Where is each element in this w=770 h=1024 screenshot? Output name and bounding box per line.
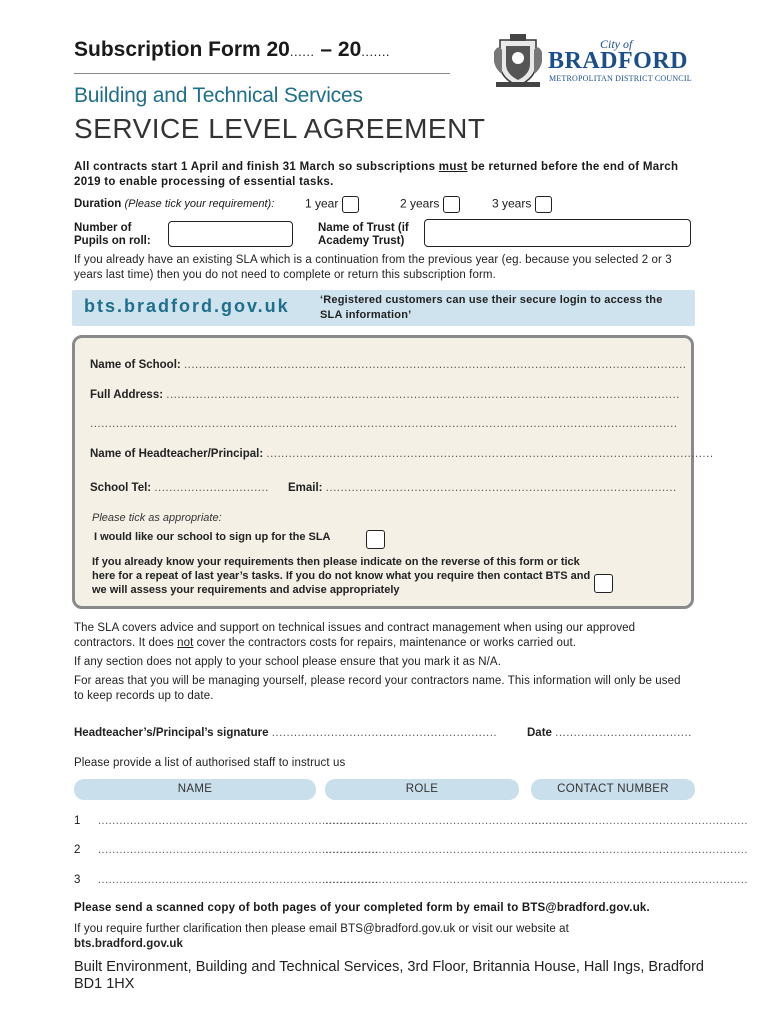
clarification-note: If you require further clarification then please email BTS@bradford.gov.uk or visit our website at bts.bradford.gov.uk xyxy=(74,923,569,950)
sign-up-checkbox[interactable] xyxy=(366,530,385,549)
staff-name-input[interactable]: ............................................................................... xyxy=(98,874,379,886)
repeat-tasks-checkbox[interactable] xyxy=(594,574,613,593)
column-header-contact: CONTACT NUMBER xyxy=(531,779,695,800)
address-line-2-field[interactable]: ............................................................................................................................................................... xyxy=(90,418,678,430)
column-header-role: ROLE xyxy=(325,779,519,800)
requirements-note: If you already know your requirements then please indicate on the reverse of this form or tick here for a repeat of last year’s tasks. If you do not know what you require then contact BTS and we will assess your requirements and advise appropriately xyxy=(92,556,591,596)
staff-contact-input[interactable]: ............................................................. xyxy=(531,874,748,886)
signature-field[interactable]: Headteacher’s/Principal’s signature ............................................................. xyxy=(74,727,498,739)
intro-text: All contracts start 1 April and finish 31 March so subscriptions must be returned before the end of March 2019 to enable processing of essential tasks. xyxy=(74,161,679,188)
date-field[interactable]: Date ..................................... xyxy=(527,727,692,739)
email-field[interactable]: Email: ............................................................................................... xyxy=(288,482,677,494)
staff-contact-input[interactable]: ............................................................. xyxy=(531,815,748,827)
staff-role-input[interactable]: ......................................................................... xyxy=(325,844,585,856)
full-address-field[interactable]: Full Address: ........................................................................................................................................... xyxy=(90,389,680,401)
duration-label: Duration (Please tick your requirement): xyxy=(74,198,275,210)
staff-row-number: 1 xyxy=(74,815,81,827)
clarification-url[interactable]: bts.bradford.gov.uk xyxy=(74,938,184,950)
send-instructions: Please send a scanned copy of both pages of your completed form by email to BTS@bradford.gov.uk. xyxy=(74,902,650,914)
column-header-name: NAME xyxy=(74,779,316,800)
duration-option-2-years[interactable]: 2 years xyxy=(400,196,460,213)
footer-address: Built Environment, Building and Technical Services, 3rd Floor, Britannia House, Hall Ings, Bradford BD1 1HX xyxy=(74,959,704,992)
trust-label: Name of Trust (if Academy Trust) xyxy=(318,222,409,247)
pupils-input[interactable] xyxy=(168,221,293,247)
department-subtitle: Building and Technical Services xyxy=(74,84,363,107)
tick-hint: Please tick as appropriate: xyxy=(92,512,222,524)
logo-council: METROPOLITAN DISTRICT COUNCIL xyxy=(549,74,692,83)
staff-name-input[interactable]: ............................................................................... xyxy=(98,844,379,856)
na-note: If any section does not apply to your school please ensure that you mark it as N/A. xyxy=(74,656,501,668)
page-heading: SERVICE LEVEL AGREEMENT xyxy=(74,113,486,144)
duration-option-3-years[interactable]: 3 years xyxy=(492,196,552,213)
pupils-label: Number of Pupils on roll: xyxy=(74,222,151,247)
trust-input[interactable] xyxy=(424,219,691,247)
contractors-note: For areas that you will be managing yourself, please record your contractors name. This information will only be used to keep records up to date. xyxy=(74,675,681,702)
bradford-crest-icon xyxy=(490,34,546,88)
staff-role-input[interactable]: ......................................................................... xyxy=(325,874,585,886)
existing-sla-note: If you already have an existing SLA which is a continuation from the previous year (eg. because you selected 2 or 3 years last time) then you do not need to complete or return this subscription form. xyxy=(74,254,672,281)
staff-row-number: 2 xyxy=(74,844,81,856)
logo-city-of: City of xyxy=(600,37,633,51)
checkbox-2-years[interactable] xyxy=(443,196,460,213)
staff-name-input[interactable]: ............................................................................... xyxy=(98,815,379,827)
checkbox-3-years[interactable] xyxy=(535,196,552,213)
website-url[interactable]: bts.bradford.gov.uk xyxy=(84,296,290,316)
duration-option-1-year[interactable]: 1 year xyxy=(305,196,359,213)
school-tel-field[interactable]: School Tel: ............................... xyxy=(90,482,269,494)
logo-name: BRADFORD xyxy=(548,48,688,74)
staff-contact-input[interactable]: ............................................................. xyxy=(531,844,748,856)
form-title: Subscription Form 20...... – 20....... xyxy=(74,38,391,61)
staff-prompt: Please provide a list of authorised staff to instruct us xyxy=(74,757,346,769)
title-divider xyxy=(74,73,450,74)
school-name-field[interactable]: Name of School: ........................................................................................................................................ xyxy=(90,359,687,371)
checkbox-1-year[interactable] xyxy=(342,196,359,213)
headteacher-field[interactable]: Name of Headteacher/Principal: ......................................................................................................................... xyxy=(90,448,714,460)
sign-up-label: I would like our school to sign up for the SLA xyxy=(94,531,331,543)
staff-row-number: 3 xyxy=(74,874,81,886)
coverage-note: The SLA covers advice and support on technical issues and contract management when using our approved contractors. It does not cover the contractors costs for repairs, maintenance or works carried out. xyxy=(74,622,636,649)
website-note: ‘Registered customers can use their secure login to access the SLA information’ xyxy=(320,294,663,321)
staff-role-input[interactable]: ......................................................................... xyxy=(325,815,585,827)
